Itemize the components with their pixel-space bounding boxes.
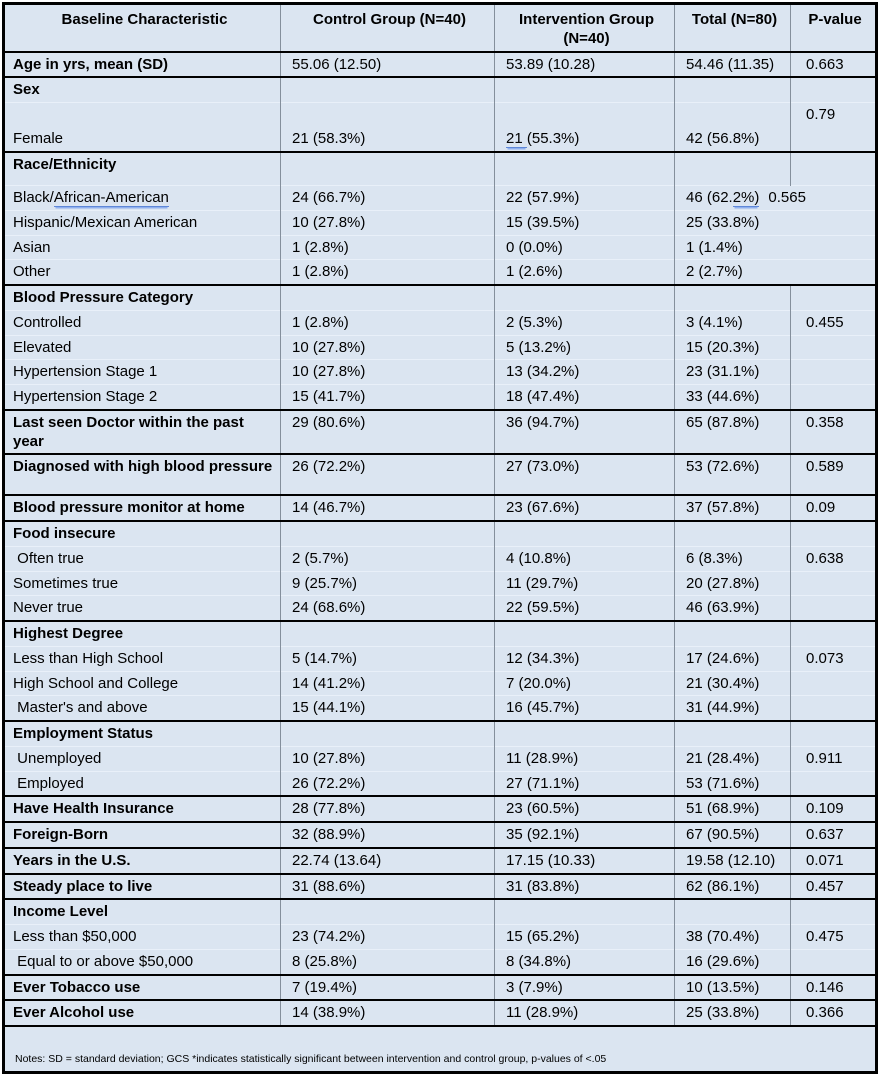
pvalue-cell: 0.09 <box>791 495 877 521</box>
intervention-cell: 23 (67.6%) <box>495 495 675 521</box>
row-label-cell: High School and College <box>13 674 179 692</box>
data-row-less-than-high-school <box>4 646 877 671</box>
control-cell <box>281 285 495 310</box>
intervention-cell: 7 (20.0%) <box>495 671 675 696</box>
pvalue-cell <box>791 696 877 721</box>
row-label-cell: Controlled <box>13 313 82 331</box>
total-cell: 15 (20.3%) <box>675 335 791 360</box>
intervention-cell <box>495 621 675 646</box>
total-cell <box>675 77 791 102</box>
spacer-row-sex <box>4 103 877 127</box>
pvalue-cell: 0.637 <box>791 822 877 848</box>
data-row-health-insurance <box>4 796 877 822</box>
intervention-cell: 15 (39.5%) <box>495 210 675 235</box>
section-label-cell: Income Level <box>13 903 109 921</box>
total-cell: 25 (33.8%) <box>675 210 877 235</box>
total-cell: 21 (28.4%) <box>675 746 791 771</box>
pvalue-cell <box>791 771 877 796</box>
data-row-above-50k <box>4 949 877 974</box>
header-row <box>4 4 877 52</box>
control-cell: 5 (14.7%) <box>281 646 495 671</box>
intervention-cell: 35 (92.1%) <box>495 822 675 848</box>
control-cell: 21 (58.3%) <box>281 127 495 152</box>
intervention-cell: 15 (65.2%) <box>495 925 675 950</box>
spellcheck-underline-text: African-American <box>53 189 169 206</box>
row-label-cell <box>4 186 281 211</box>
total-cell: 6 (8.3%) <box>675 546 791 571</box>
control-cell: 1 (2.8%) <box>281 235 495 260</box>
total-cell: 54.46 (11.35) <box>675 52 791 78</box>
total-cell: 37 (57.8%) <box>675 495 791 521</box>
data-row-last-seen-doctor <box>4 410 877 455</box>
intervention-cell: 1 (2.6%) <box>495 260 675 285</box>
total-cell <box>675 521 791 546</box>
intervention-cell: 22 (57.9%) <box>495 186 675 211</box>
section-label-cell: Sex <box>13 81 40 99</box>
intervention-cell: 12 (34.3%) <box>495 646 675 671</box>
data-row-tobacco-use <box>4 975 877 1001</box>
control-cell <box>281 899 495 924</box>
intervention-cell: 4 (10.8%) <box>495 546 675 571</box>
data-row-age <box>4 52 877 78</box>
row-label-cell: Age in yrs, mean (SD) <box>13 55 169 73</box>
intervention-cell: 18 (47.4%) <box>495 385 675 410</box>
intervention-cell <box>495 127 675 152</box>
control-cell: 15 (44.1%) <box>281 696 495 721</box>
pvalue-cell: 0.638 <box>791 546 877 571</box>
total-cell: 46 (63.9%) <box>675 596 791 621</box>
row-label-cell: Foreign-Born <box>13 826 108 843</box>
intervention-cell: 11 (28.9%) <box>495 1000 675 1026</box>
intervention-cell: 11 (28.9%) <box>495 746 675 771</box>
total-cell: 1 (1.4%) <box>675 235 877 260</box>
row-label-cell: Less than $50,000 <box>13 928 137 945</box>
total-cell: 2 (2.7%) <box>675 260 877 285</box>
pvalue-cell: 0.663 <box>791 52 877 78</box>
intervention-cell: 0 (0.0%) <box>495 235 675 260</box>
total-and-pvalue-cell <box>675 186 877 211</box>
data-row-often-true <box>4 546 877 571</box>
row-label-cell <box>4 103 281 127</box>
control-cell: 14 (41.2%) <box>281 671 495 696</box>
total-cell: 23 (31.1%) <box>675 360 791 385</box>
intervention-cell <box>495 285 675 310</box>
row-label-cell: Equal to or above $50,000 <box>13 952 194 970</box>
data-row-foreign-born <box>4 822 877 848</box>
pvalue-cell <box>791 285 877 310</box>
data-row-asian <box>4 235 877 260</box>
label-text: Black/ <box>13 189 54 206</box>
notes-row <box>4 1026 877 1072</box>
total-cell <box>675 285 791 310</box>
data-row-hypertension-stage-2 <box>4 385 877 410</box>
intervention-cell: 5 (13.2%) <box>495 335 675 360</box>
total-cell: 3 (4.1%) <box>675 310 791 335</box>
total-cell: 19.58 (12.10) <box>675 848 791 874</box>
control-cell: 29 (80.6%) <box>281 410 495 455</box>
pvalue-cell <box>791 949 877 974</box>
pvalue-cell <box>791 521 877 546</box>
row-label-cell: Ever Alcohol use <box>13 1004 135 1022</box>
control-cell: 14 (38.9%) <box>281 1000 495 1026</box>
intervention-cell: 16 (45.7%) <box>495 696 675 721</box>
total-cell: 51 (68.9%) <box>675 796 791 822</box>
intervention-cell: 53.89 (10.28) <box>495 52 675 78</box>
control-cell <box>281 521 495 546</box>
control-cell: 10 (27.8%) <box>281 746 495 771</box>
section-label-cell: Race/Ethnicity <box>13 155 117 173</box>
pvalue-cell: 0.457 <box>791 874 877 900</box>
data-row-bp-monitor-at-home <box>4 495 877 521</box>
row-label-cell: Hypertension Stage 2 <box>13 388 158 405</box>
pvalue-cell <box>791 152 877 186</box>
total-cell: 10 (13.5%) <box>675 975 791 1001</box>
control-cell: 15 (41.7%) <box>281 385 495 410</box>
section-row-employment-status <box>4 721 877 746</box>
row-label-cell: Master's and above <box>13 699 148 717</box>
row-label-cell: Never true <box>13 599 84 617</box>
row-label-cell: Hypertension Stage 1 <box>13 363 158 381</box>
spellcheck-underline-text: 21 <box>506 129 527 147</box>
row-label-cell: Last seen Doctor within the past year <box>13 413 249 450</box>
data-row-hypertension-stage-1 <box>4 360 877 385</box>
section-label-cell: Food insecure <box>13 525 116 542</box>
data-row-high-school-college <box>4 671 877 696</box>
control-cell: 10 (27.8%) <box>281 335 495 360</box>
control-cell: 14 (46.7%) <box>281 495 495 521</box>
row-label-cell: Other <box>13 263 51 281</box>
pvalue-cell: 0.109 <box>791 796 877 822</box>
total-cell: 62 (86.1%) <box>675 874 791 900</box>
intervention-cell: 8 (34.8%) <box>495 949 675 974</box>
pvalue-inline: 0.565 <box>768 189 806 206</box>
row-label-cell: Employed <box>13 774 84 792</box>
row-label-cell: Female <box>13 129 64 147</box>
intervention-cell <box>495 721 675 746</box>
row-label-cell: Blood pressure monitor at home <box>13 499 245 517</box>
total-cell <box>675 621 791 646</box>
section-row-food-insecure <box>4 521 877 546</box>
table-notes: Notes: SD = standard deviation; GCS *indicates statistically significant between intervention and control group, p-values of <.05 <box>15 1053 607 1065</box>
control-cell: 10 (27.8%) <box>281 360 495 385</box>
data-row-less-than-50k <box>4 925 877 950</box>
control-cell: 24 (68.6%) <box>281 596 495 621</box>
intervention-cell <box>495 152 675 186</box>
baseline-characteristics-table <box>2 2 878 1074</box>
pvalue-cell <box>791 77 877 102</box>
data-row-other <box>4 260 877 285</box>
header-cell-total: Total (N=80) <box>675 4 791 52</box>
pvalue-cell: 0.146 <box>791 975 877 1001</box>
intervention-cell: 13 (34.2%) <box>495 360 675 385</box>
pvalue-cell <box>791 385 877 410</box>
pvalue-cell: 0.366 <box>791 1000 877 1026</box>
pvalue-cell <box>791 721 877 746</box>
intervention-cell <box>495 77 675 102</box>
pvalue-cell <box>791 596 877 621</box>
pvalue-cell: 0.358 <box>791 410 877 455</box>
section-label-cell: Highest Degree <box>13 625 124 642</box>
control-cell: 10 (27.8%) <box>281 210 495 235</box>
intervention-cell: 22 (59.5%) <box>495 596 675 621</box>
data-row-female <box>4 127 877 152</box>
total-cell: 42 (56.8%) <box>675 127 791 152</box>
total-value: 46 (62. <box>686 189 733 206</box>
header-cell-intervention-group: Intervention Group (N=40) <box>495 4 675 52</box>
row-label-cell: Sometimes true <box>13 574 119 592</box>
pvalue-cell: 0.073 <box>791 646 877 671</box>
total-cell <box>675 103 791 127</box>
total-cell: 16 (29.6%) <box>675 949 791 974</box>
data-row-controlled <box>4 310 877 335</box>
pvalue-cell: 0.475 <box>791 925 877 950</box>
data-row-diagnosed-high-bp <box>4 454 877 495</box>
section-label-cell: Employment Status <box>13 725 154 742</box>
control-cell <box>281 77 495 102</box>
total-cell: 38 (70.4%) <box>675 925 791 950</box>
control-cell: 26 (72.2%) <box>281 771 495 796</box>
data-row-steady-place-to-live <box>4 874 877 900</box>
section-row-highest-degree <box>4 621 877 646</box>
data-row-alcohol-use <box>4 1000 877 1026</box>
control-cell: 24 (66.7%) <box>281 186 495 211</box>
intervention-cell: 27 (71.1%) <box>495 771 675 796</box>
intervention-cell: 11 (29.7%) <box>495 571 675 596</box>
control-cell: 32 (88.9%) <box>281 822 495 848</box>
pvalue-cell <box>791 360 877 385</box>
control-cell <box>281 621 495 646</box>
control-cell: 9 (25.7%) <box>281 571 495 596</box>
intervention-cell: 36 (94.7%) <box>495 410 675 455</box>
row-label-cell: Steady place to live <box>13 877 153 895</box>
total-cell: 17 (24.6%) <box>675 646 791 671</box>
control-cell: 23 (74.2%) <box>281 925 495 950</box>
control-cell: 28 (77.8%) <box>281 796 495 822</box>
intervention-cell: 23 (60.5%) <box>495 796 675 822</box>
total-cell: 25 (33.8%) <box>675 1000 791 1026</box>
data-row-masters-and-above <box>4 696 877 721</box>
pvalue-cell: 0.79 <box>791 103 877 127</box>
control-cell: 1 (2.8%) <box>281 260 495 285</box>
control-cell: 8 (25.8%) <box>281 949 495 974</box>
control-cell: 22.74 (13.64) <box>281 848 495 874</box>
header-cell-pvalue: P-value <box>791 4 877 52</box>
total-cell: 33 (44.6%) <box>675 385 791 410</box>
intervention-cell <box>495 899 675 924</box>
row-label-cell: Unemployed <box>13 749 102 767</box>
total-cell: 67 (90.5%) <box>675 822 791 848</box>
total-cell <box>675 899 791 924</box>
intervention-cell: 31 (83.8%) <box>495 874 675 900</box>
total-cell: 31 (44.9%) <box>675 696 791 721</box>
intervention-cell: 2 (5.3%) <box>495 310 675 335</box>
data-row-years-in-us <box>4 848 877 874</box>
control-cell: 7 (19.4%) <box>281 975 495 1001</box>
control-cell <box>281 103 495 127</box>
control-cell <box>281 152 495 186</box>
pvalue-cell <box>791 571 877 596</box>
header-cell-baseline-characteristic: Baseline Characteristic <box>61 11 228 28</box>
intervention-cell: 17.15 (10.33) <box>495 848 675 874</box>
data-row-elevated <box>4 335 877 360</box>
row-label-cell: Years in the U.S. <box>13 851 131 869</box>
intervention-value: (55.3%) <box>526 129 580 147</box>
pvalue-cell <box>791 335 877 360</box>
control-cell: 31 (88.6%) <box>281 874 495 900</box>
section-row-blood-pressure-category <box>4 285 877 310</box>
row-label-cell: Hispanic/Mexican American <box>13 213 198 231</box>
pvalue-cell <box>791 127 877 152</box>
row-label-cell: Asian <box>13 238 51 256</box>
intervention-cell: 27 (73.0%) <box>495 454 675 495</box>
total-cell: 65 (87.8%) <box>675 410 791 455</box>
data-row-black-african-american <box>4 186 877 211</box>
total-cell: 53 (71.6%) <box>675 771 791 796</box>
control-cell: 1 (2.8%) <box>281 310 495 335</box>
intervention-cell <box>495 521 675 546</box>
total-cell <box>675 721 791 746</box>
row-label-cell: Less than High School <box>13 649 164 667</box>
pvalue-cell <box>791 621 877 646</box>
control-cell: 2 (5.7%) <box>281 546 495 571</box>
total-cell: 53 (72.6%) <box>675 454 791 495</box>
row-label-cell: Ever Tobacco use <box>13 978 141 996</box>
control-cell <box>281 721 495 746</box>
intervention-cell <box>495 103 675 127</box>
intervention-cell: 3 (7.9%) <box>495 975 675 1001</box>
pvalue-cell: 0.911 <box>791 746 877 771</box>
control-cell: 26 (72.2%) <box>281 454 495 495</box>
total-cell: 20 (27.8%) <box>675 571 791 596</box>
row-label-cell: Often true <box>13 549 84 567</box>
header-cell-control-group: Control Group (N=40) <box>281 4 495 52</box>
control-cell: 55.06 (12.50) <box>281 52 495 78</box>
pvalue-cell: 0.071 <box>791 848 877 874</box>
section-label-cell: Blood Pressure Category <box>13 289 194 306</box>
row-label-cell: Elevated <box>13 338 72 356</box>
pvalue-cell: 0.455 <box>791 310 877 335</box>
total-cell: 21 (30.4%) <box>675 671 791 696</box>
section-row-race-ethnicity <box>4 152 877 186</box>
total-cell <box>675 152 791 186</box>
data-row-never-true <box>4 596 877 621</box>
data-row-unemployed <box>4 746 877 771</box>
section-row-sex <box>4 77 877 102</box>
pvalue-cell: 0.589 <box>791 454 877 495</box>
pvalue-cell <box>791 899 877 924</box>
section-row-income-level <box>4 899 877 924</box>
row-label-cell: Have Health Insurance <box>13 800 174 818</box>
spellcheck-underline-text: 2%) <box>732 189 760 206</box>
data-row-hispanic <box>4 210 877 235</box>
data-row-employed <box>4 771 877 796</box>
pvalue-cell <box>791 671 877 696</box>
data-row-sometimes-true <box>4 571 877 596</box>
row-label-cell: Diagnosed with high blood pressure <box>13 458 273 476</box>
